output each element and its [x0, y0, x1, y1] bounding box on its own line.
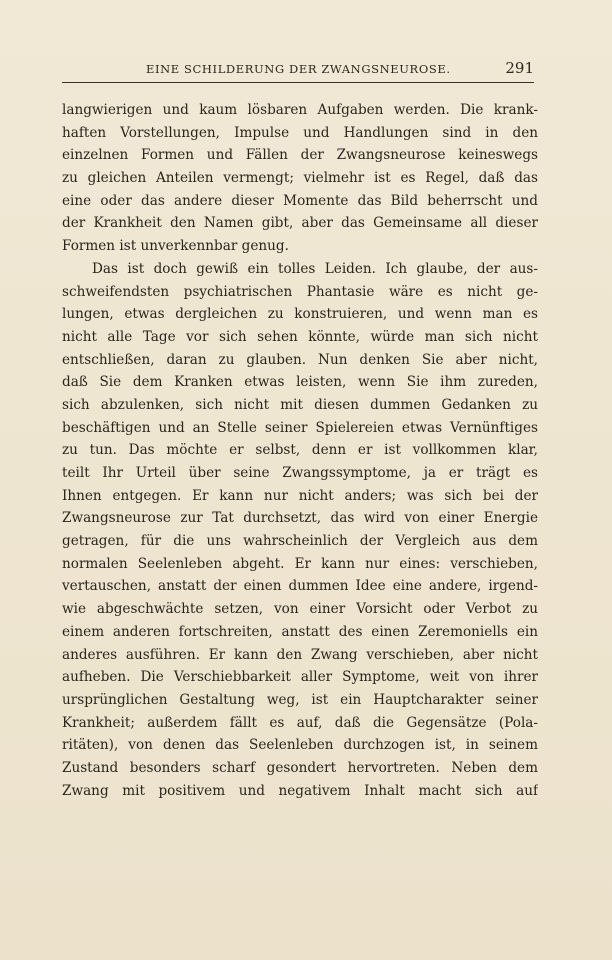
paragraph-start-line: Das ist doch gewiß ein tolles Leiden. Ich glaube, der aus-	[92, 260, 538, 277]
text-line: wie abgeschwächte setzen, von einer Vorsicht oder Verbot zu	[62, 601, 538, 618]
text-line: einem anderen fortschreiten, anstatt des einen Zeremoniells ein	[62, 623, 538, 640]
running-title: EINE SCHILDERUNG DER ZWANGSNEUROSE.	[146, 62, 451, 76]
text-line: anderes ausführen. Er kann den Zwang verschieben, aber nicht	[62, 646, 538, 663]
text-line: beschäftigen und an Stelle seiner Spielereien etwas Vernünftiges	[62, 419, 538, 436]
text-line: haften Vorstellungen, Impulse und Handlungen sind in den	[62, 124, 538, 141]
text-line: Zustand besonders scharf gesondert hervortreten. Neben dem	[62, 759, 538, 776]
text-line: der Krankheit den Namen gibt, aber das Gemeinsame all dieser	[62, 215, 538, 232]
text-line: Krankheit; außerdem fällt es auf, daß die Gegensätze (Pola-	[62, 714, 538, 731]
text-line: ursprünglichen Gestaltung weg, ist ein Hauptcharakter seiner	[62, 691, 538, 708]
text-line: vertauschen, anstatt der einen dummen Idee eine andere, irgend-	[62, 578, 538, 595]
text-line: daß Sie dem Kranken etwas leisten, wenn Sie ihm zureden,	[62, 374, 538, 391]
text-line: getragen, für die uns wahrscheinlich der Vergleich aus dem	[62, 533, 538, 550]
text-line: langwierigen und kaum lösbaren Aufgaben werden. Die krank-	[62, 102, 538, 118]
text-line: lungen, etwas dergleichen zu konstruieren, und wenn man es	[62, 306, 538, 323]
text-line: normalen Seelenleben abgeht. Er kann nur eines: verschieben,	[62, 555, 538, 572]
text-line: zu tun. Das möchte er selbst, denn er ist vollkommen klar,	[62, 442, 538, 459]
text-line: Ihnen entgegen. Er kann nur nicht anders; was sich bei der	[62, 487, 538, 504]
text-line: Zwangsneurose zur Tat durchsetzt, das wird von einer Energie	[62, 510, 538, 527]
text-line: nicht alle Tage vor sich sehen könnte, würde man sich nicht	[62, 328, 538, 345]
text-line: zu gleichen Anteilen vermengt; vielmehr ist es Regel, daß das	[62, 170, 538, 187]
body-text	[62, 99, 538, 802]
text-line: schweifendsten psychiatrischen Phantasie wäre es nicht ge-	[62, 283, 538, 300]
running-head	[62, 60, 534, 83]
page-number: 291	[505, 59, 534, 77]
text-line: entschließen, daran zu glauben. Nun denken Sie aber nicht,	[62, 351, 538, 368]
text-line: Zwang mit positivem und negativem Inhalt macht sich auf	[62, 782, 538, 799]
text-line: einzelnen Formen und Fällen der Zwangsneurose keineswegs	[62, 147, 538, 164]
text-line: eine oder das andere dieser Momente das Bild beherrscht und	[62, 192, 538, 209]
text-line: aufheben. Die Verschiebbarkeit aller Symptome, weit von ihrer	[62, 669, 538, 686]
paragraph-end-line: Formen ist unverkennbar genug.	[62, 238, 289, 255]
text-line: ritäten), von denen das Seelenleben durchzogen ist, in seinem	[62, 737, 538, 754]
text-line: teilt Ihr Urteil über seine Zwangssymptome, ja er trägt es	[62, 465, 538, 481]
text-line: sich abzulenken, sich nicht mit diesen dummen Gedanken zu	[62, 396, 538, 413]
